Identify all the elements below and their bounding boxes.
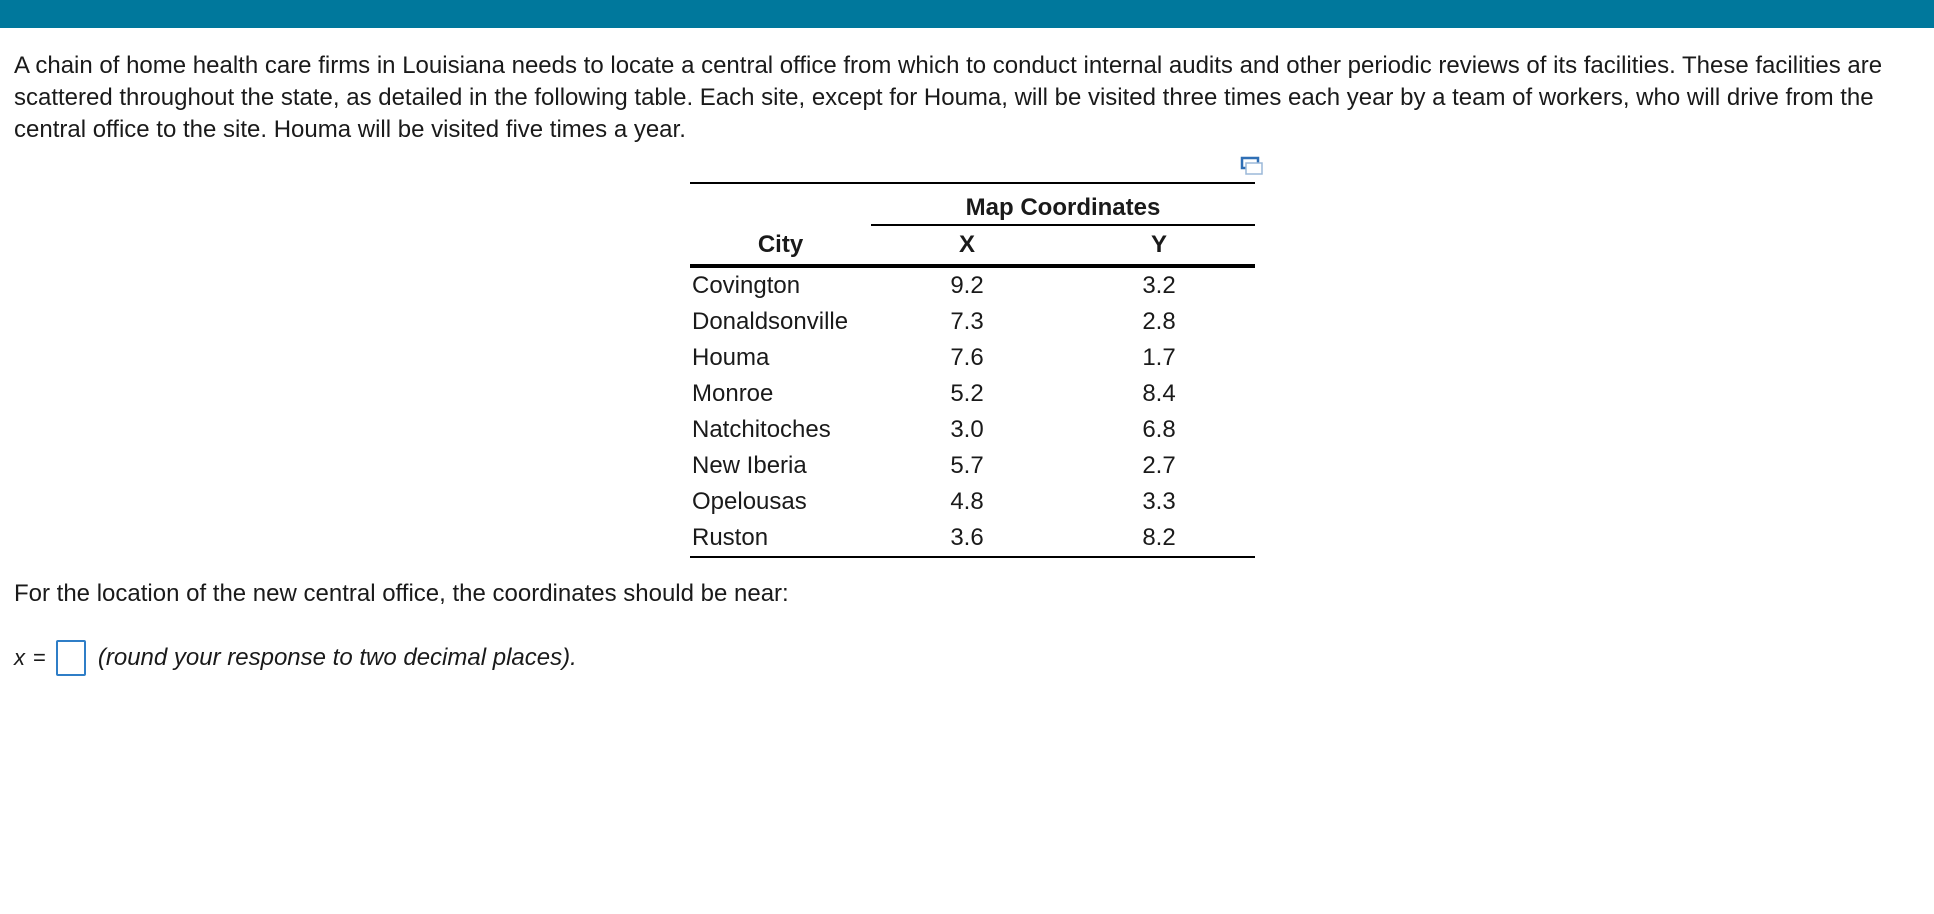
city-column-header: City: [690, 225, 871, 266]
y-cell: 2.8: [1142, 308, 1176, 335]
x-cell: 4.8: [950, 488, 984, 515]
city-cell: Houma: [692, 344, 770, 371]
y-cell: 6.8: [1142, 416, 1176, 443]
table-row: [690, 448, 1255, 484]
table-row: [690, 304, 1255, 340]
table-row: [690, 412, 1255, 448]
y-cell: 8.4: [1142, 380, 1176, 407]
rounding-hint: (round your response to two decimal places).: [97, 644, 577, 671]
x-cell: 3.0: [950, 416, 984, 443]
city-cell: Opelousas: [692, 488, 807, 515]
x-variable-label: x: [14, 645, 25, 670]
x-cell: 9.2: [950, 272, 984, 299]
y-column-header: Y: [1063, 225, 1255, 266]
city-cell: Donaldsonville: [692, 308, 849, 335]
table-row: [690, 484, 1255, 520]
y-cell: 3.3: [1142, 488, 1176, 515]
x-answer-input[interactable]: [56, 640, 86, 676]
table-row: [690, 376, 1255, 412]
top-banner: [0, 0, 1934, 28]
coordinates-table: [690, 182, 1255, 558]
x-column-header: X: [871, 225, 1063, 266]
table-row: [690, 266, 1255, 304]
equals-sign: =: [33, 645, 46, 670]
y-cell: 8.2: [1063, 520, 1255, 557]
x-cell: 5.7: [950, 452, 984, 479]
y-cell: 3.2: [1142, 272, 1176, 299]
answer-row: [14, 640, 577, 676]
y-cell: 1.7: [1142, 344, 1176, 371]
city-cell: Natchitoches: [692, 416, 831, 443]
map-coordinates-header: Map Coordinates: [871, 183, 1255, 225]
question-prompt: For the location of the new central office, the coordinates should be near:: [14, 580, 789, 607]
city-cell: Monroe: [692, 380, 774, 407]
city-cell: Covington: [692, 272, 801, 299]
x-cell: 3.6: [871, 520, 1063, 557]
x-cell: 7.6: [950, 344, 984, 371]
table-row: [690, 340, 1255, 376]
y-cell: 2.7: [1142, 452, 1176, 479]
copy-table-icon[interactable]: [1240, 155, 1264, 177]
city-cell: Ruston: [690, 520, 871, 557]
problem-statement: A chain of home health care firms in Louisiana needs to locate a central office from which to conduct internal audits and other periodic reviews of its facilities. These facilities are scattered throughout the state, as detailed in the following table. Each site, except for Houma, will be visited three times each year by a team of workers, who will drive from the central office to the site. Houma will be visited five times a year.: [14, 52, 1883, 143]
table-row: [690, 520, 1255, 557]
x-cell: 7.3: [950, 308, 984, 335]
x-cell: 5.2: [950, 380, 984, 407]
city-cell: New Iberia: [692, 452, 807, 479]
table-header-spacer: [690, 183, 871, 225]
